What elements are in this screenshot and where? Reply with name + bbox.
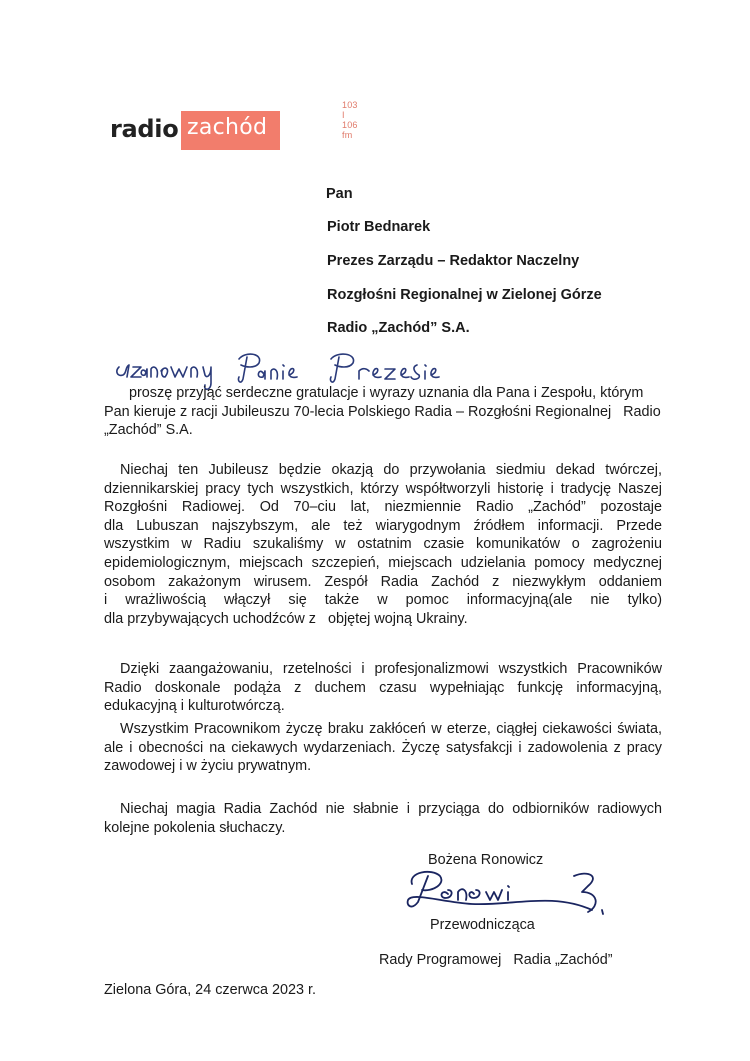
signatory-name: Bożena Ronowicz — [428, 852, 544, 868]
paragraph-line: Wszystkim Pracownikom życzę braku zakłóceń w eterze, ciągłej ciekawości świata, — [120, 721, 662, 737]
place-and-date: Zielona Góra, 24 czerwca 2023 r. — [104, 982, 316, 998]
paragraph-line: Pan kieruje z racji Jubileuszu 70-lecia Polskiego Radia – Rozgłośni Regionalnej Radio — [104, 403, 661, 420]
handwritten-signature — [402, 862, 622, 922]
addressee-title: Pan — [326, 186, 353, 202]
paragraph-line: Niechaj magia Radia Zachód nie słabnie i przyciąga do odbiorników radiowych — [120, 801, 662, 817]
paragraph-line: wszystkim w Radiu szukaliśmy w ostatnim czasie komunikatów o zagrożeniu — [104, 536, 662, 553]
paragraph-1 — [104, 384, 662, 440]
logo-frequency: 103 I 106 fm — [342, 100, 358, 140]
paragraph-line: ale i obecności na ciekawych wydarzeniach. Życzę satysfakcji i zadowolenia z pracy — [104, 739, 662, 756]
paragraph-line: zawodowej i w życiu prywatnym. — [104, 758, 312, 775]
paragraph-3 — [104, 660, 662, 716]
paragraph-line: dla Lubuszan najszybszym, ale też wiarygodnym źródłem informacji. Przede — [104, 517, 662, 534]
addressee-institution: Rozgłośni Regionalnej w Zielonej Górze — [327, 287, 602, 303]
paragraph-line: edukacyjną i kulturotwórczą. — [104, 698, 285, 715]
paragraph-4 — [104, 720, 662, 776]
paragraph-line: Niechaj ten Jubileusz będzie okazją do przywołania siedmiu dekad twórczej, — [120, 462, 662, 478]
paragraph-5 — [104, 800, 662, 837]
paragraph-line: Dzięki zaangażowaniu, rzetelności i profesjonalizmowi wszystkich Pracowników — [120, 661, 662, 677]
paragraph-line: osobom zakażonym wirusem. Zespół Radia Zachód z niezwykłym oddaniem — [104, 573, 662, 590]
paragraph-line: epidemiologicznym, miejscach szczepień, miejscach udzielania pomocy medycznej — [104, 554, 662, 571]
paragraph-line: dziennikarskiej pracy tych wszystkich, którzy współtworzyli historię i tradycję Naszej — [104, 480, 662, 497]
logo-word-zachod: zachód — [187, 115, 268, 140]
paragraph-line: dla przybywających uchodźców z objętej wojną Ukrainy. — [104, 610, 468, 627]
paragraph-line: i wrażliwością włączył się także w pomoc informacyjną(ale nie tylko) — [104, 592, 662, 609]
logo-word-radio: radio — [110, 115, 179, 143]
signatory-organization: Rady Programowej Radia „Zachód” — [379, 952, 613, 968]
paragraph-line: Radio doskonale podąża z duchem czasu wypełniając funkcję informacyjną, — [104, 679, 662, 696]
paragraph-2 — [104, 461, 662, 628]
addressee-position: Prezes Zarządu – Redaktor Naczelny — [327, 253, 580, 269]
paragraph-line: proszę przyjąć serdeczne gratulacje i wyrazy uznania dla Pana i Zespołu, którym — [129, 385, 644, 401]
signatory-role: Przewodnicząca — [430, 917, 535, 933]
paragraph-line: „Zachód” S.A. — [104, 422, 193, 439]
addressee-name: Piotr Bednarek — [327, 219, 431, 235]
logo-orange-box — [181, 111, 280, 150]
paragraph-line: kolejne pokolenia słuchaczy. — [104, 819, 286, 836]
addressee-company: Radio „Zachód” S.A. — [327, 320, 470, 336]
radio-zachod-logo — [110, 100, 358, 160]
paragraph-line: Rozgłośni Radiowej. Od 70–ciu lat, niezmiennie Radio „Zachód” pozostaje — [104, 499, 662, 516]
